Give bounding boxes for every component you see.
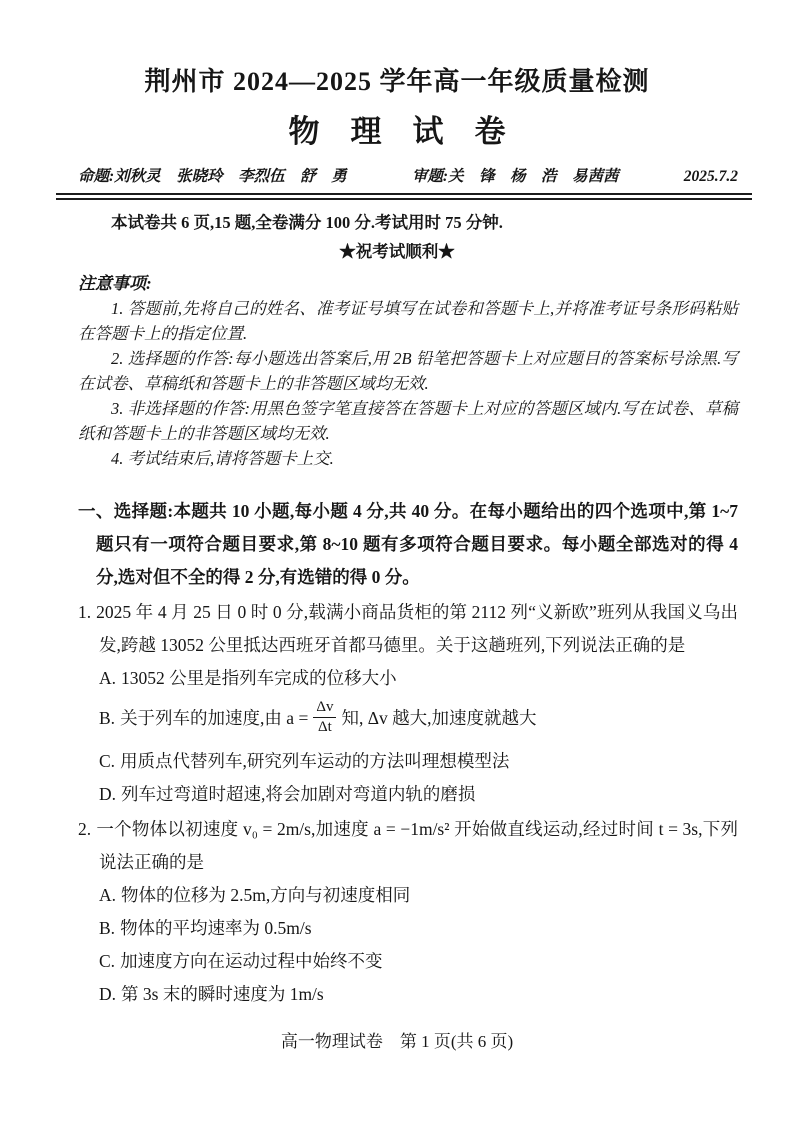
option-text: 加速度方向在运动过程中始终不变	[120, 950, 383, 971]
option-text: 用质点代替列车,研究列车运动的方法叫理想模型法	[120, 750, 510, 771]
exam-info-line: 本试卷共 6 页,15 题,全卷满分 100 分.考试用时 75 分钟.	[111, 213, 503, 232]
question-1-option-a	[78, 662, 738, 695]
section-1-heading: 一、选择题:本题共 10 小题,每小题 4 分,共 40 分。在每小题给出的四个选项中,第 1~7 题只有一项符合题目要求,第 8~10 题有多项符合题目要求。每小题全部选对的得 4 分,选对但不全的得 2 分,有选错的得 0 分。	[78, 501, 738, 587]
question-1	[78, 596, 738, 811]
double-rule-divider	[56, 193, 752, 200]
option-text: 13052 公里是指列车完成的位移大小	[121, 668, 397, 688]
fraction-denominator: Δt	[317, 719, 332, 736]
question-2-number: 2.	[78, 818, 92, 839]
question-2-option-c	[78, 945, 738, 978]
fraction-numerator: Δv	[313, 699, 336, 718]
byline-setters: 命题:刘秋灵 张晓玲 李烈伍 舒 勇	[78, 168, 347, 185]
exam-subject-title: 物 理 试 卷	[288, 114, 506, 149]
delta-v-over-delta-t-fraction	[313, 699, 336, 737]
option-label: B.	[99, 707, 116, 728]
option-text: 物体的平均速率为 0.5m/s	[120, 917, 312, 938]
question-1-option-b	[78, 701, 738, 739]
question-1-number: 1.	[78, 602, 92, 622]
question-2-stem-text: 一个物体以初速度 v₀ = 2m/s,加速度 a = −1m/s² 开始做直线运动,经过时间 t = 3s,下列说法正确的是	[96, 818, 738, 872]
option-text-post: 知, Δv 越大,加速度就越大	[341, 707, 537, 728]
notice-item-1: 1. 答题前,先将自己的姓名、准考证号填写在试卷和答题卡上,并将准考证号条形码粘贴在答题卡上的指定位置.	[78, 299, 738, 343]
question-2-option-d	[78, 978, 738, 1011]
byline-reviewers: 审题:关 锋 杨 浩 易茜茜	[411, 168, 619, 185]
page-title: 荆州市 2024—2025 学年高一年级质量检测	[144, 67, 650, 96]
byline-date: 2025.7.2	[683, 168, 738, 185]
question-2	[78, 813, 738, 1011]
question-2-option-a	[78, 879, 738, 912]
question-2-option-b	[78, 912, 738, 945]
page-footer: 高一物理试卷 第 1 页(共 6 页)	[280, 1032, 514, 1051]
option-label: D.	[99, 983, 117, 1004]
notice-title: 注意事项:	[78, 274, 152, 293]
option-text: 列车过弯道时超速,将会加剧对弯道内轨的磨损	[121, 783, 476, 804]
question-2-stem	[78, 813, 738, 879]
question-1-option-d	[78, 778, 738, 811]
option-text-pre: 关于列车的加速度,由 a =	[120, 707, 309, 728]
question-1-stem	[78, 596, 738, 662]
option-label: D.	[99, 783, 117, 804]
notice-item-2: 2. 选择题的作答:每小题选出答案后,用 2B 铅笔把答题卡上对应题目的答案标号涂黑.写在试卷、草稿纸和答题卡上的非答题区域均无效.	[78, 349, 738, 393]
option-label: A.	[99, 884, 117, 905]
notice-item-4: 4. 考试结束后,请将答题卡上交.	[111, 449, 334, 468]
question-1-stem-text: 2025 年 4 月 25 日 0 时 0 分,载满小商品货柜的第 2112 列“义新欧”班列从我国义乌出发,跨越 13052 公里抵达西班牙首都马德里。关于这趟班列,下列说法正确的是	[96, 602, 738, 655]
exam-wish-line: ★祝考试顺利★	[339, 242, 455, 261]
option-label: C.	[99, 950, 116, 971]
byline	[78, 166, 738, 188]
notice-item-3: 3. 非选择题的作答:用黑色签字笔直接答在答题卡上对应的答题区域内.写在试卷、草稿纸和答题卡上的非答题区域均无效.	[78, 399, 738, 443]
question-1-option-c	[78, 745, 738, 778]
option-label: C.	[99, 750, 116, 771]
option-text: 第 3s 末的瞬时速度为 1m/s	[121, 983, 324, 1004]
option-text: 物体的位移为 2.5m,方向与初速度相同	[121, 884, 411, 905]
option-label: A.	[99, 668, 117, 688]
option-label: B.	[99, 917, 116, 938]
